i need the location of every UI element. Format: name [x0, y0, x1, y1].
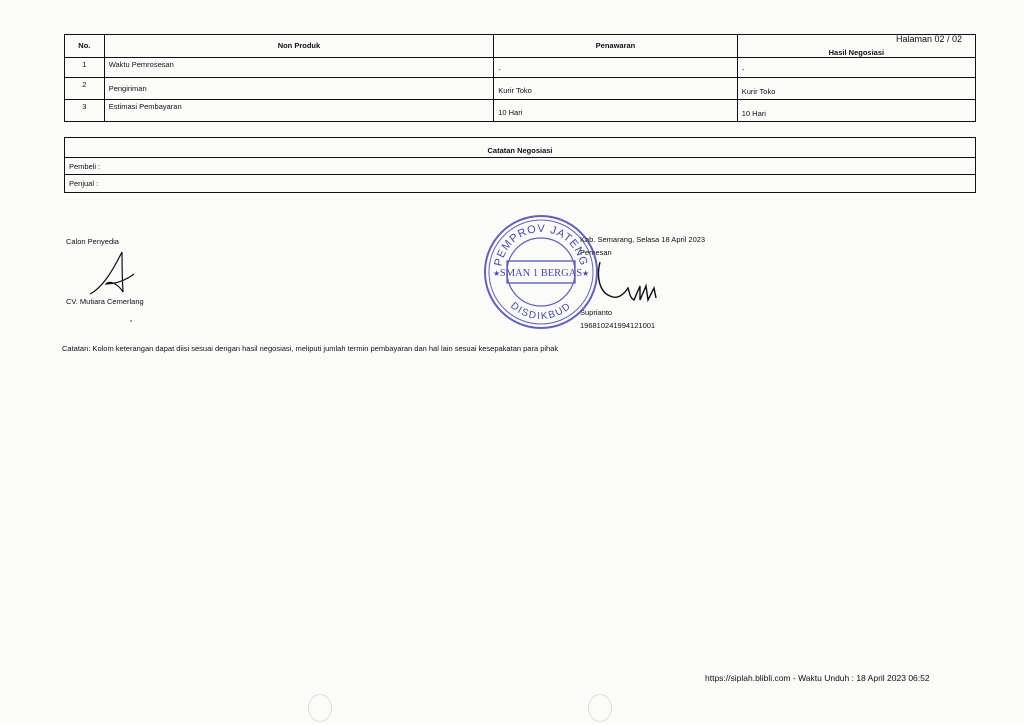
stamp-bottom-text: DISDIKBUD [508, 300, 574, 323]
row-no: 3 [65, 99, 105, 121]
row-hasil: 10 Hari [737, 99, 975, 121]
page-number: Halaman 02 / 02 [896, 34, 963, 44]
buyer-place-date: Kab. Semarang, Selasa 18 April 2023 [580, 235, 706, 244]
speck-mark [130, 320, 132, 322]
row-hasil: Kurir Toko [737, 77, 975, 99]
download-footer: https://siplah.blibli.com - Waktu Unduh : 18 April 2023 06:52 [705, 673, 930, 683]
stamp-top-text: PEMPROV JATENG [492, 222, 590, 268]
notes-title-row [65, 138, 976, 158]
buyer-id-number: 196810241994121001 [580, 321, 656, 330]
provider-role: Calon Penyedia [66, 237, 119, 246]
stamp-star-left-icon: ★ [493, 269, 501, 278]
table-row [65, 57, 976, 77]
footnote: Catatan: Kolom keterangan dapat diisi sesuai dengan hasil negosiasi, meliputi jumlah termin pembayaran dan hal lain sesuai kesepakatan para pihak [62, 344, 559, 353]
notes-row [65, 175, 976, 193]
seller-notes: Penjual : [65, 175, 976, 193]
row-item: Estimasi Pembayaran [104, 99, 494, 121]
stamp-star-right-icon: ★ [582, 269, 590, 278]
col-header-hasil-negosiasi: Hasil Negosiasi [737, 48, 975, 58]
buyer-role: Pemesan [580, 248, 612, 257]
stamp-center-text: SMAN 1 BERGAS [499, 268, 583, 279]
notes-row [65, 158, 976, 175]
provider-signature [88, 248, 148, 300]
col-header-non-produk: Non Produk [104, 35, 494, 58]
non-product-table [64, 34, 976, 122]
punch-hole-mark [588, 694, 612, 722]
row-penawaran: 10 Hari [494, 99, 738, 121]
notes-title: Catatan Negosiasi [65, 138, 976, 158]
buyer-notes: Pembeli : [65, 158, 976, 175]
punch-hole-mark [308, 694, 332, 722]
row-item: Waktu Pemrosesan [104, 57, 494, 77]
stamp-seal-icon [482, 213, 600, 331]
row-penawaran: - [494, 57, 738, 77]
row-hasil: - [737, 57, 975, 77]
row-penawaran: Kurir Toko [494, 77, 738, 99]
negotiation-notes-table [64, 137, 976, 193]
table-header-row [65, 35, 976, 48]
col-header-spacer [737, 35, 975, 48]
table-row [65, 77, 976, 99]
col-header-penawaran: Penawaran [494, 35, 738, 58]
col-header-no: No. [65, 35, 105, 58]
row-item: Pengiriman [104, 77, 494, 99]
row-no: 2 [65, 77, 105, 99]
official-stamp [482, 213, 600, 331]
buyer-name: Suprianto [580, 308, 613, 317]
buyer-signature [594, 258, 664, 306]
table-row [65, 99, 976, 121]
row-no: 1 [65, 57, 105, 77]
provider-name: CV. Mutiara Cemerlang [66, 297, 144, 306]
